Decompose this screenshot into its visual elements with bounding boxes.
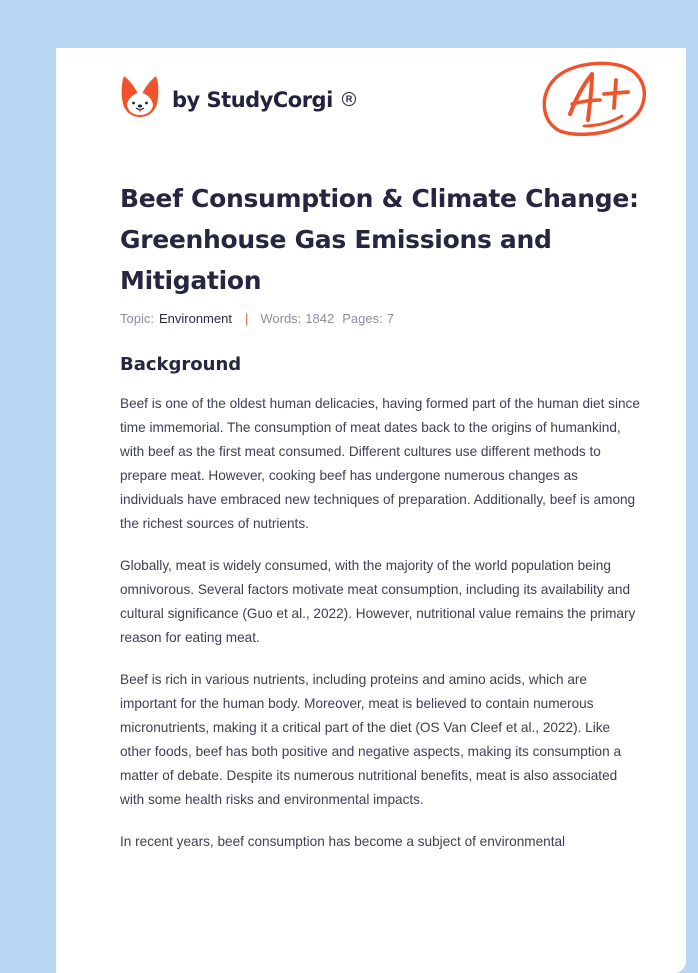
topic-link[interactable]: Environment	[158, 311, 232, 326]
a-plus-grade-icon	[538, 58, 650, 140]
pages-value: 7	[386, 311, 394, 326]
paragraph: Beef is rich in various nutrients, including proteins and amino acids, which are important for the human body. Moreover, meat is believed to contain numerous micronutrients, making it a critical part of the diet (OS Van Cleef et al., 2022). Like other foods, beef has both positive and negative aspects, making its consumption a matter of debate. Despite its numerous nutritional benefits, meat is also associated with some health risks and environmental impacts.	[120, 672, 622, 807]
words-label: Words:	[260, 311, 302, 326]
article-title: Beef Consumption & Climate Change: Greenhouse Gas Emissions and Mitigation	[120, 184, 639, 295]
words-value: 1842	[305, 311, 335, 326]
document-card	[56, 48, 686, 973]
paragraph: In recent years, beef consumption has become a subject of environmental	[120, 834, 566, 849]
topic-label: Topic:	[120, 311, 154, 326]
studycorgi-logo[interactable]	[120, 74, 353, 118]
paragraph: Globally, meat is widely consumed, with the majority of the world population being omnivorous. Several factors motivate meat consumption, including its availability and cultural significance (Guo et al., 2022). However, nutritional value remains the primary reason for eating meat.	[120, 558, 636, 645]
logo-text: by StudyCorgi	[172, 88, 333, 112]
registered-mark: R	[342, 92, 356, 106]
meta-separator: |	[244, 311, 249, 326]
article-body	[120, 392, 640, 872]
article-meta	[120, 311, 394, 326]
section-heading: Background	[120, 354, 242, 375]
pages-label: Pages:	[342, 311, 383, 326]
corgi-icon	[120, 74, 160, 118]
paragraph: Beef is one of the oldest human delicacies, having formed part of the human diet since time immemorial. The consumption of meat dates back to the origins of humankind, with beef as the first meat consumed. Different cultures use different methods to prepare meat. However, cooking beef has undergone numerous changes as individuals have embraced new techniques of preparation. Additionally, beef is among the richest sources of nutrients.	[120, 396, 640, 531]
